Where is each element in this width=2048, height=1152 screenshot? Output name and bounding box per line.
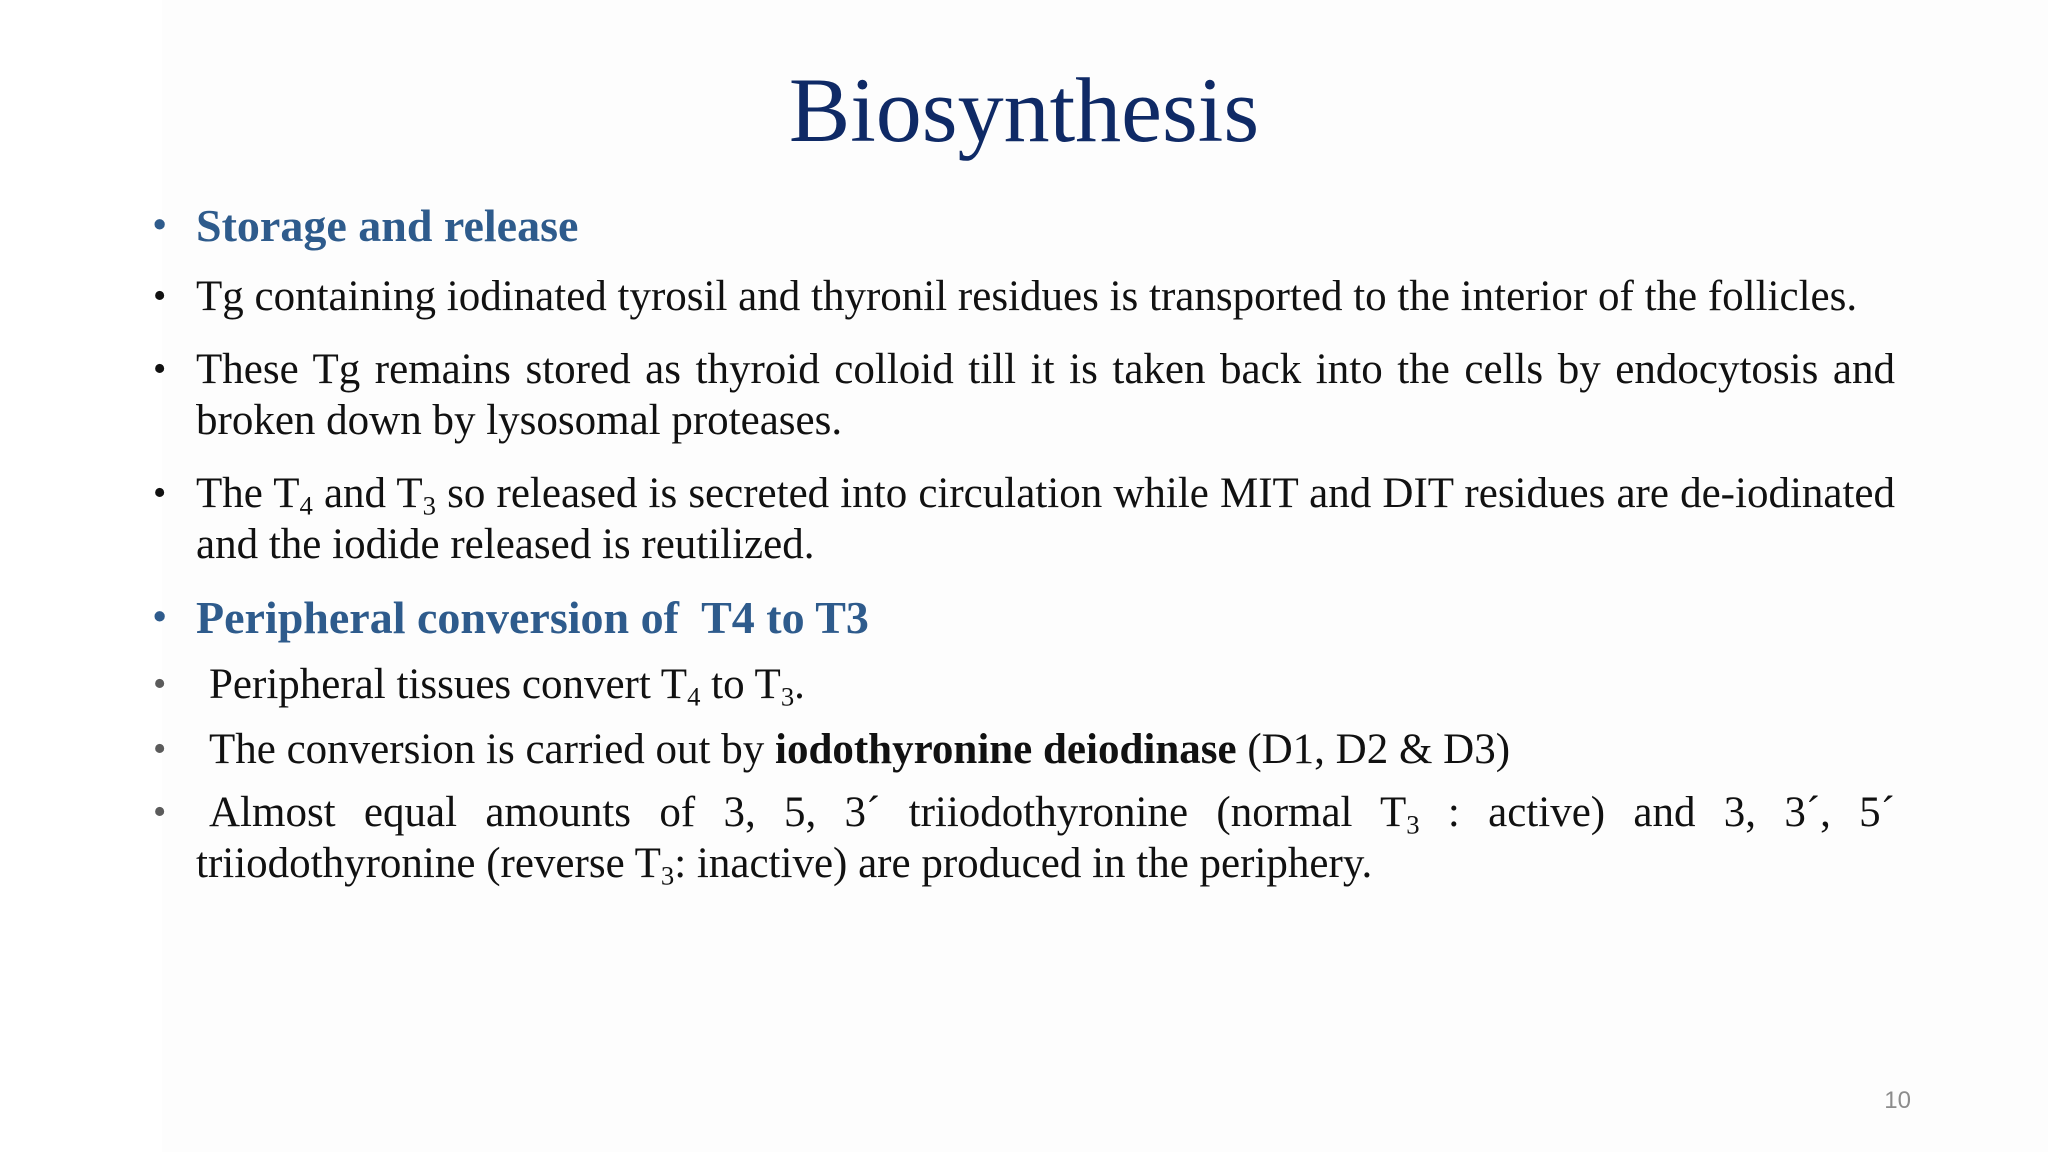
subscript: 3 <box>1406 809 1420 840</box>
bullet-text <box>196 726 1510 773</box>
bullet-item <box>153 344 1895 446</box>
subscript: 3 <box>660 860 675 891</box>
page-number: 10 <box>1884 1087 1911 1114</box>
text-run: : active) and 3, 3´, 5´ triiodothyronine (reverse T <box>196 789 1895 887</box>
bullet-dot: • <box>153 663 167 705</box>
bold-term: iodothyronine deiodinase <box>775 726 1237 773</box>
bullet-text <box>196 661 805 712</box>
subscript: 3 <box>780 681 795 712</box>
text-run: . <box>794 661 805 708</box>
text-run: and T <box>312 470 423 517</box>
bullet-heading-storage <box>153 200 1895 251</box>
bullet-item <box>153 468 1895 570</box>
bullet-item <box>153 659 1895 710</box>
text-run: Almost equal amounts of 3, 5, 3´ triiodothyronine (normal T <box>209 789 1407 836</box>
bullet-heading-peripheral <box>153 592 1895 643</box>
bullet-item <box>153 271 1895 322</box>
text-run: (D1, D2 & D3) <box>1236 726 1511 773</box>
text-run: so released is secreted into circulation while MIT and DIT residues are de-iodinated and the iodide released is reutilized. <box>196 470 1896 568</box>
bullet-text <box>196 789 1895 891</box>
subscript: 3 <box>422 490 436 521</box>
bullet-dot: • <box>153 728 167 770</box>
bullet-list <box>153 200 1895 889</box>
bullet-text: Tg containing iodinated tyrosil and thyronil residues is transported to the interior of the follicles. <box>196 273 1858 320</box>
bullet-item <box>153 787 1895 889</box>
text-run: : inactive) are produced in the periphery. <box>674 840 1373 887</box>
bullet-text <box>196 470 1895 568</box>
bullet-dot: • <box>153 348 167 390</box>
bullet-dot: • <box>153 596 167 638</box>
text-run: Peripheral tissues convert T <box>209 661 688 708</box>
text-run: to T <box>700 661 781 708</box>
bullet-dot: • <box>153 275 167 317</box>
bullet-text: Peripheral conversion of T4 to T3 <box>196 592 869 643</box>
slide-title: Biosynthesis <box>788 59 1260 161</box>
bullet-dot: • <box>153 472 167 514</box>
bullet-dot: • <box>153 204 167 246</box>
bullet-text: These Tg remains stored as thyroid colloid till it is taken back into the cells by endocytosis and broken down by lysosomal proteases. <box>196 346 1895 444</box>
subscript: 4 <box>299 490 313 521</box>
bullet-dot: • <box>153 791 167 833</box>
bullet-text: Storage and release <box>196 200 579 251</box>
text-run: The conversion is carried out by <box>209 726 775 773</box>
text-run: The T <box>196 470 300 517</box>
bullet-item <box>153 724 1895 775</box>
subscript: 4 <box>687 681 701 712</box>
